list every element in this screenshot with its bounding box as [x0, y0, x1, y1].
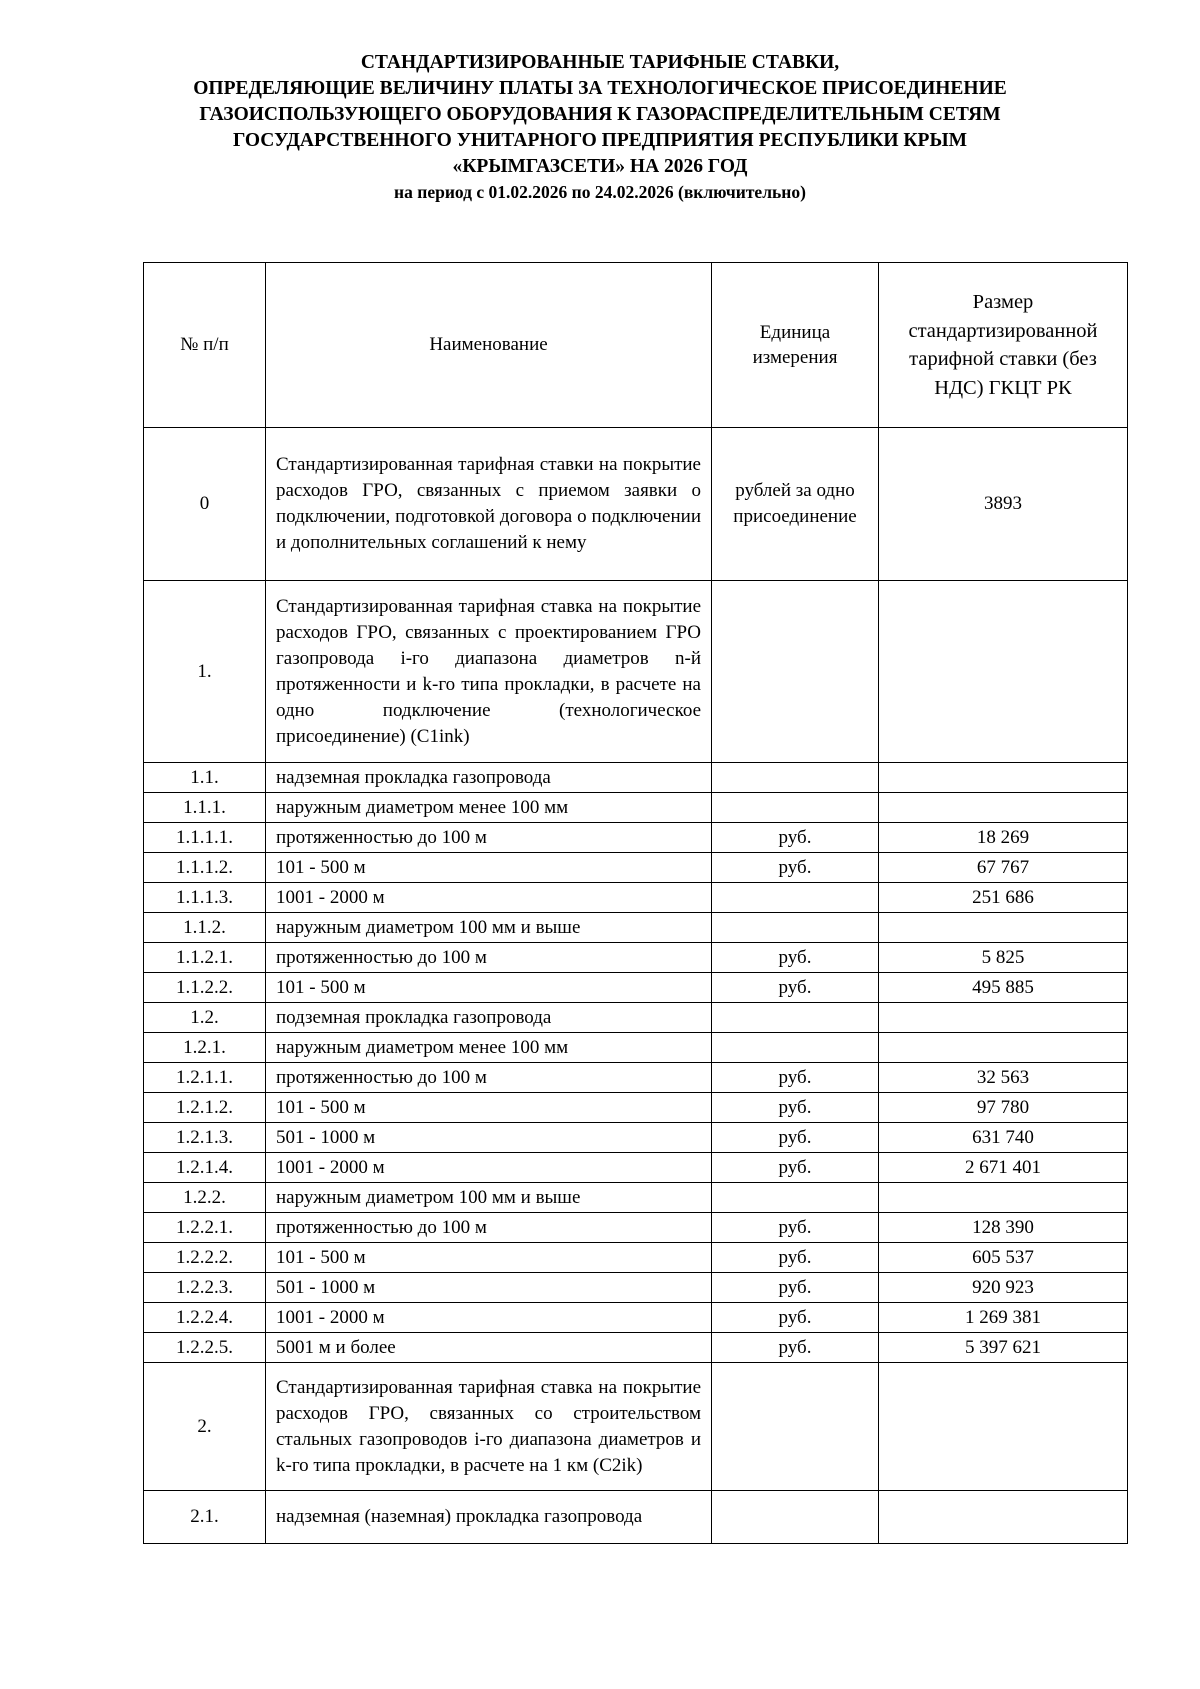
row-unit: руб. [712, 823, 879, 853]
table-row [144, 1003, 1128, 1033]
row-unit: руб. [712, 1303, 879, 1333]
row-unit [712, 1363, 879, 1491]
row-unit: руб. [712, 1273, 879, 1303]
row-value: 32 563 [879, 1063, 1128, 1093]
row-name: наружным диаметром 100 мм и выше [266, 1183, 712, 1213]
row-unit [712, 1183, 879, 1213]
table-row [144, 793, 1128, 823]
row-name: Стандартизированная тарифная ставка на покрытие расходов ГРО, связанных со строительством стальных газопроводов i-го диапазона диаметров и k-го типа прокладки, в расчете на 1 км (C2ik) [266, 1363, 712, 1491]
row-num: 1.2.1.2. [144, 1093, 266, 1123]
title-line: ГОСУДАРСТВЕННОГО УНИТАРНОГО ПРЕДПРИЯТИЯ РЕСПУБЛИКИ КРЫМ [232, 130, 967, 151]
row-num: 2. [144, 1363, 266, 1491]
row-value: 631 740 [879, 1123, 1128, 1153]
row-value [879, 1491, 1128, 1544]
row-name: 5001 м и более [266, 1333, 712, 1363]
row-unit: руб. [712, 1243, 879, 1273]
row-value [879, 1183, 1128, 1213]
row-num: 1.2.2.1. [144, 1213, 266, 1243]
row-unit: руб. [712, 1333, 879, 1363]
period-line: на период с 01.02.2026 по 24.02.2026 (включительно) [394, 182, 806, 202]
row-num: 1.2.2.2. [144, 1243, 266, 1273]
row-name: протяженностью до 100 м [266, 1213, 712, 1243]
row-value: 67 767 [879, 853, 1128, 883]
row-name: протяженностью до 100 м [266, 943, 712, 973]
row-value: 3893 [879, 428, 1128, 581]
row-name: 501 - 1000 м [266, 1273, 712, 1303]
table-row [144, 1183, 1128, 1213]
row-name: наружным диаметром менее 100 мм [266, 793, 712, 823]
tariff-table [143, 262, 1128, 1544]
row-unit: руб. [712, 853, 879, 883]
table-row [144, 1033, 1128, 1063]
table-row [144, 428, 1128, 581]
row-unit [712, 1033, 879, 1063]
row-unit: руб. [712, 943, 879, 973]
row-unit [712, 883, 879, 913]
row-value [879, 581, 1128, 763]
row-name: 101 - 500 м [266, 1093, 712, 1123]
row-num: 1.1.1. [144, 793, 266, 823]
row-value: 128 390 [879, 1213, 1128, 1243]
table-row [144, 1123, 1128, 1153]
row-value [879, 1033, 1128, 1063]
table-row [144, 1153, 1128, 1183]
row-num: 1.2.2.4. [144, 1303, 266, 1333]
table-row [144, 913, 1128, 943]
row-name: наружным диаметром 100 мм и выше [266, 913, 712, 943]
title-line: ОПРЕДЕЛЯЮЩИЕ ВЕЛИЧИНУ ПЛАТЫ ЗА ТЕХНОЛОГИЧЕСКОЕ ПРИСОЕДИНЕНИЕ [193, 78, 1007, 99]
row-value: 920 923 [879, 1273, 1128, 1303]
row-num: 1.2.1.3. [144, 1123, 266, 1153]
row-unit [712, 913, 879, 943]
row-name: 101 - 500 м [266, 853, 712, 883]
row-name: 501 - 1000 м [266, 1123, 712, 1153]
title-line: ГАЗОИСПОЛЬЗУЮЩЕГО ОБОРУДОВАНИЯ К ГАЗОРАСПРЕДЕЛИТЕЛЬНЫМ СЕТЯМ [199, 104, 1001, 125]
row-value: 97 780 [879, 1093, 1128, 1123]
header-value: Размер стандартизированной тарифной ставки (без НДС) ГКЦТ РК [879, 263, 1128, 428]
row-value: 5 397 621 [879, 1333, 1128, 1363]
row-num: 1.1.2.1. [144, 943, 266, 973]
table-row [144, 1491, 1128, 1544]
row-num: 1.2.2.3. [144, 1273, 266, 1303]
table-row [144, 1303, 1128, 1333]
row-value: 1 269 381 [879, 1303, 1128, 1333]
row-name: 1001 - 2000 м [266, 1153, 712, 1183]
row-value: 251 686 [879, 883, 1128, 913]
row-unit [712, 793, 879, 823]
header-unit: Единица измерения [712, 263, 879, 428]
row-num: 1.1.2. [144, 913, 266, 943]
row-value: 5 825 [879, 943, 1128, 973]
row-num: 1.2.2. [144, 1183, 266, 1213]
row-num: 2.1. [144, 1491, 266, 1544]
row-num: 1.2.1. [144, 1033, 266, 1063]
row-num: 1.1.1.1. [144, 823, 266, 853]
table-row [144, 1273, 1128, 1303]
row-num: 1.2.1.1. [144, 1063, 266, 1093]
table-row [144, 763, 1128, 793]
row-value [879, 913, 1128, 943]
row-num: 1.1.1.2. [144, 853, 266, 883]
row-unit [712, 763, 879, 793]
table-row [144, 1093, 1128, 1123]
row-num: 1.2.1.4. [144, 1153, 266, 1183]
row-unit: руб. [712, 1063, 879, 1093]
table-row [144, 853, 1128, 883]
table-header-row [144, 263, 1128, 428]
row-name: Стандартизированная тарифная ставки на покрытие расходов ГРО, связанных с приемом заявки о подключении, подготовкой договора о подключении и дополнительных соглашений к нему [266, 428, 712, 581]
table-row [144, 883, 1128, 913]
row-unit: руб. [712, 1093, 879, 1123]
table-row [144, 581, 1128, 763]
document-header [0, 50, 1200, 204]
row-value [879, 793, 1128, 823]
table-row [144, 943, 1128, 973]
header-num: № п/п [144, 263, 266, 428]
row-name: протяженностью до 100 м [266, 1063, 712, 1093]
row-name: 101 - 500 м [266, 1243, 712, 1273]
row-num: 1.2.2.5. [144, 1333, 266, 1363]
row-value [879, 763, 1128, 793]
row-value [879, 1003, 1128, 1033]
table-row [144, 973, 1128, 1003]
row-value: 605 537 [879, 1243, 1128, 1273]
row-unit: руб. [712, 1123, 879, 1153]
row-unit [712, 1491, 879, 1544]
row-value [879, 1363, 1128, 1491]
row-name: 1001 - 2000 м [266, 1303, 712, 1333]
row-num: 1.2. [144, 1003, 266, 1033]
title-line: СТАНДАРТИЗИРОВАННЫЕ ТАРИФНЫЕ СТАВКИ, [360, 52, 840, 73]
row-num: 0 [144, 428, 266, 581]
table-row [144, 1213, 1128, 1243]
row-value: 18 269 [879, 823, 1128, 853]
row-unit [712, 1003, 879, 1033]
row-value: 2 671 401 [879, 1153, 1128, 1183]
row-num: 1.1.2.2. [144, 973, 266, 1003]
row-unit: рублей за одно присоединение [712, 428, 879, 581]
table-row [144, 1363, 1128, 1491]
row-name: Стандартизированная тарифная ставка на покрытие расходов ГРО, связанных с проектированием ГРО газопровода i-го диапазона диаметров n-й протяженности и k-го типа прокладки, в расчете на одно подключение (технологическое присоединение) (C1ink) [266, 581, 712, 763]
row-num: 1.1. [144, 763, 266, 793]
row-num: 1. [144, 581, 266, 763]
row-name: 101 - 500 м [266, 973, 712, 1003]
row-unit: руб. [712, 1153, 879, 1183]
table-row [144, 823, 1128, 853]
title-line: «КРЫМГАЗСЕТИ» НА 2026 ГОД [452, 156, 748, 177]
row-unit: руб. [712, 973, 879, 1003]
header-name: Наименование [266, 263, 712, 428]
table-row [144, 1333, 1128, 1363]
row-name: надземная (наземная) прокладка газопровода [266, 1491, 712, 1544]
row-name: наружным диаметром менее 100 мм [266, 1033, 712, 1063]
table-row [144, 1063, 1128, 1093]
row-name: протяженностью до 100 м [266, 823, 712, 853]
row-num: 1.1.1.3. [144, 883, 266, 913]
row-value: 495 885 [879, 973, 1128, 1003]
row-name: 1001 - 2000 м [266, 883, 712, 913]
row-name: подземная прокладка газопровода [266, 1003, 712, 1033]
table-row [144, 1243, 1128, 1273]
row-unit [712, 581, 879, 763]
row-unit: руб. [712, 1213, 879, 1243]
row-name: надземная прокладка газопровода [266, 763, 712, 793]
